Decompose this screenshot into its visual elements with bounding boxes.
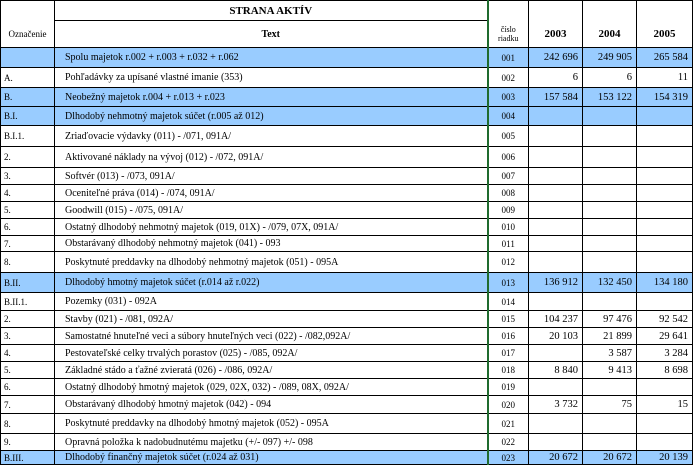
row-code: 3.: [1, 168, 55, 185]
row-text: Neobežný majetok r.004 + r.013 + r.023: [55, 88, 488, 107]
table-row: [1, 434, 693, 451]
value-2004: 132 450: [583, 273, 637, 293]
row-code: 8.: [1, 252, 55, 273]
value-2005: [637, 414, 693, 434]
value-2003: [529, 379, 583, 396]
row-text: Pestovateľské celky trvalých porastov (025) - /085, 092A/: [55, 345, 488, 362]
row-number: 008: [488, 185, 529, 202]
value-2005: 8 698: [637, 362, 693, 379]
row-number: 020: [488, 396, 529, 414]
value-2004: [583, 236, 637, 252]
value-2004: 75: [583, 396, 637, 414]
row-number: 006: [488, 147, 529, 168]
row-code: B.: [1, 88, 55, 107]
row-text: Pohľadávky za upísané vlastné imanie (353): [55, 68, 488, 88]
table-row: [1, 68, 693, 88]
row-number: 001: [488, 48, 529, 68]
value-2003: 136 912: [529, 273, 583, 293]
value-2005: [637, 147, 693, 168]
value-2005: [637, 107, 693, 126]
value-2005: [637, 202, 693, 219]
row-text: Obstarávaný dlhodobý hmotný majetok (042) - 094: [55, 396, 488, 414]
row-text: Aktivované náklady na vývoj (012) - /072, 091A/: [55, 147, 488, 168]
table-row: [1, 328, 693, 345]
value-2005: 15: [637, 396, 693, 414]
row-number: 023: [488, 451, 529, 465]
row-number: 012: [488, 252, 529, 273]
value-2004: 6: [583, 68, 637, 88]
row-code: 3.: [1, 328, 55, 345]
value-2004: 9 413: [583, 362, 637, 379]
value-2003: 242 696: [529, 48, 583, 68]
row-text: Oceniteľné práva (014) - /074, 091A/: [55, 185, 488, 202]
row-code: 2.: [1, 147, 55, 168]
table-row: [1, 396, 693, 414]
table-row: [1, 107, 693, 126]
table-row: [1, 379, 693, 396]
value-2004: [583, 107, 637, 126]
row-text: Pozemky (031) - 092A: [55, 293, 488, 311]
value-2004: 97 476: [583, 311, 637, 328]
table-row: [1, 273, 693, 293]
value-2005: 265 584: [637, 48, 693, 68]
table-row: [1, 236, 693, 252]
year-2004-header: 2004: [583, 21, 637, 48]
value-2003: 3 732: [529, 396, 583, 414]
row-text: Softvér (013) - /073, 091A/: [55, 168, 488, 185]
value-2005: [637, 293, 693, 311]
value-2003: [529, 168, 583, 185]
value-2005: [637, 252, 693, 273]
value-2004: [583, 202, 637, 219]
value-2004: [583, 434, 637, 451]
row-number: 016: [488, 328, 529, 345]
table-row: [1, 252, 693, 273]
row-number: 018: [488, 362, 529, 379]
value-2004: 153 122: [583, 88, 637, 107]
row-code: B.I.1.: [1, 126, 55, 147]
row-code: 4.: [1, 345, 55, 362]
row-number: 005: [488, 126, 529, 147]
oznacenie-header: Označenie: [1, 21, 55, 48]
value-2005: 134 180: [637, 273, 693, 293]
value-2004: [583, 219, 637, 236]
value-2005: 11: [637, 68, 693, 88]
row-number: 014: [488, 293, 529, 311]
value-2003: [529, 126, 583, 147]
row-text: Dlhodobý hmotný majetok súčet (r.014 až r.022): [55, 273, 488, 293]
row-code: 4.: [1, 185, 55, 202]
table-row: [1, 345, 693, 362]
row-code: 5.: [1, 362, 55, 379]
value-2005: [637, 379, 693, 396]
value-2003: 104 237: [529, 311, 583, 328]
header-code-blank: [1, 1, 55, 21]
row-code: 5.: [1, 202, 55, 219]
value-2003: [529, 434, 583, 451]
table-row: [1, 293, 693, 311]
row-code: 7.: [1, 236, 55, 252]
row-text: Spolu majetok r.002 + r.003 + r.032 + r.062: [55, 48, 488, 68]
year-2003-header: 2003: [529, 21, 583, 48]
header-year-blank-1: [529, 1, 583, 21]
value-2004: [583, 414, 637, 434]
row-text: Dlhodobý nehmotný majetok súčet (r.005 až 012): [55, 107, 488, 126]
row-code: B.III.: [1, 451, 55, 465]
row-number: 002: [488, 68, 529, 88]
row-code: 2.: [1, 311, 55, 328]
row-number: 011: [488, 236, 529, 252]
value-2003: 157 584: [529, 88, 583, 107]
row-number: 015: [488, 311, 529, 328]
value-2003: [529, 345, 583, 362]
row-code: A.: [1, 68, 55, 88]
table-row: [1, 451, 693, 465]
table-row: [1, 147, 693, 168]
row-number: 003: [488, 88, 529, 107]
value-2005: [637, 126, 693, 147]
value-2004: 249 905: [583, 48, 637, 68]
header-year-blank-2: [583, 1, 637, 21]
row-code: B.I.: [1, 107, 55, 126]
row-text: Ostatný dlhodobý hmotný majetok (029, 02X, 032) - /089, 08X, 092A/: [55, 379, 488, 396]
row-text: Stavby (021) - /081, 092A/: [55, 311, 488, 328]
row-number: 021: [488, 414, 529, 434]
row-text: Ostatný dlhodobý nehmotný majetok (019, 01X) - /079, 07X, 091A/: [55, 219, 488, 236]
value-2005: 29 641: [637, 328, 693, 345]
row-code: B.II.: [1, 273, 55, 293]
row-code: B.II.1.: [1, 293, 55, 311]
row-text: Goodwill (015) - /075, 091A/: [55, 202, 488, 219]
value-2003: [529, 185, 583, 202]
value-2005: 3 284: [637, 345, 693, 362]
table-row: [1, 48, 693, 68]
value-2003: 8 840: [529, 362, 583, 379]
value-2005: [637, 219, 693, 236]
header-row-columns: [1, 21, 693, 48]
table-row: [1, 88, 693, 107]
row-text: Zriaďovacie výdavky (011) - /071, 091A/: [55, 126, 488, 147]
row-text: Základné stádo a ťažné zvieratá (026) - /086, 092A/: [55, 362, 488, 379]
value-2004: 20 672: [583, 451, 637, 465]
row-code: [1, 48, 55, 68]
row-number: 004: [488, 107, 529, 126]
table-row: [1, 126, 693, 147]
value-2003: [529, 107, 583, 126]
value-2003: [529, 219, 583, 236]
value-2005: [637, 185, 693, 202]
row-number: 013: [488, 273, 529, 293]
row-text: Poskytnuté preddavky na dlhodobý nehmotný majetok (051) - 095A: [55, 252, 488, 273]
row-text: Poskytnuté preddavky na dlhodobý hmotný majetok (052) - 095A: [55, 414, 488, 434]
value-2004: 3 587: [583, 345, 637, 362]
value-2003: 20 672: [529, 451, 583, 465]
table-row: [1, 168, 693, 185]
value-2005: [637, 236, 693, 252]
row-text: Dlhodobý finančný majetok súčet (r.024 až 031): [55, 451, 488, 465]
row-code: 8.: [1, 414, 55, 434]
value-2003: [529, 252, 583, 273]
row-number: 017: [488, 345, 529, 362]
row-text: Obstarávaný dlhodobý nehmotný majetok (041) - 093: [55, 236, 488, 252]
value-2004: [583, 147, 637, 168]
value-2003: 20 103: [529, 328, 583, 345]
value-2005: 20 139: [637, 451, 693, 465]
value-2005: [637, 168, 693, 185]
text-header: Text: [55, 21, 488, 48]
row-code: 6.: [1, 379, 55, 396]
row-code: 7.: [1, 396, 55, 414]
header-row-blank: [488, 1, 529, 21]
value-2003: [529, 236, 583, 252]
row-number: 019: [488, 379, 529, 396]
year-2005-header: 2005: [637, 21, 693, 48]
value-2004: [583, 293, 637, 311]
value-2004: [583, 185, 637, 202]
row-text: Samostatné hnuteľné veci a súbory hnuteľných veci (022) - /082,092A/: [55, 328, 488, 345]
value-2004: [583, 126, 637, 147]
header-row-title: [1, 1, 693, 21]
value-2005: [637, 434, 693, 451]
value-2004: [583, 168, 637, 185]
table-row: [1, 362, 693, 379]
row-number: 010: [488, 219, 529, 236]
value-2004: 21 899: [583, 328, 637, 345]
value-2005: 154 319: [637, 88, 693, 107]
strana-aktiv-heading: STRANA AKTÍV: [55, 1, 488, 21]
table-row: [1, 414, 693, 434]
value-2004: [583, 379, 637, 396]
value-2004: [583, 252, 637, 273]
value-2003: [529, 293, 583, 311]
table-row: [1, 202, 693, 219]
value-2003: 6: [529, 68, 583, 88]
value-2003: [529, 414, 583, 434]
value-2005: 92 542: [637, 311, 693, 328]
row-code: 6.: [1, 219, 55, 236]
header-year-blank-3: [637, 1, 693, 21]
table-row: [1, 219, 693, 236]
row-text: Opravná položka k nadobudnutému majetku (+/- 097) +/- 098: [55, 434, 488, 451]
row-number: 009: [488, 202, 529, 219]
row-code: 9.: [1, 434, 55, 451]
value-2003: [529, 147, 583, 168]
table-row: [1, 185, 693, 202]
row-number: 007: [488, 168, 529, 185]
row-number: 022: [488, 434, 529, 451]
table-row: [1, 311, 693, 328]
value-2003: [529, 202, 583, 219]
cislo-riadku-header: číslo riadku: [488, 21, 529, 48]
